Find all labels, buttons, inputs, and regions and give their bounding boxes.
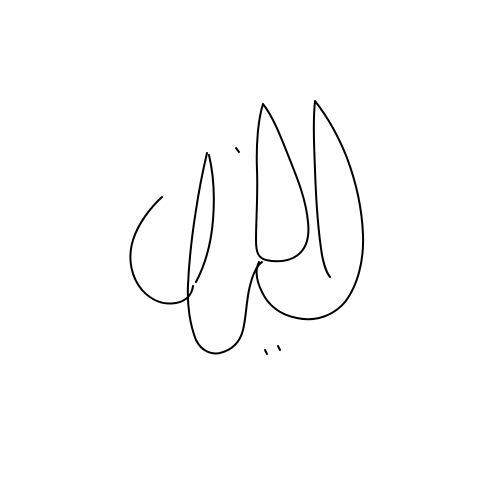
top-dot-mark: [236, 148, 239, 152]
bottom-dot-mark-left: [265, 350, 267, 354]
bottom-dot-mark-right: [278, 346, 280, 350]
middle-left-vertical-stroke: [188, 153, 262, 353]
middle-left-inner-stroke: [196, 155, 214, 282]
left-hook-stroke: [130, 197, 193, 303]
right-tall-stroke: [257, 101, 364, 319]
right-center-tall-stroke: [256, 104, 308, 261]
